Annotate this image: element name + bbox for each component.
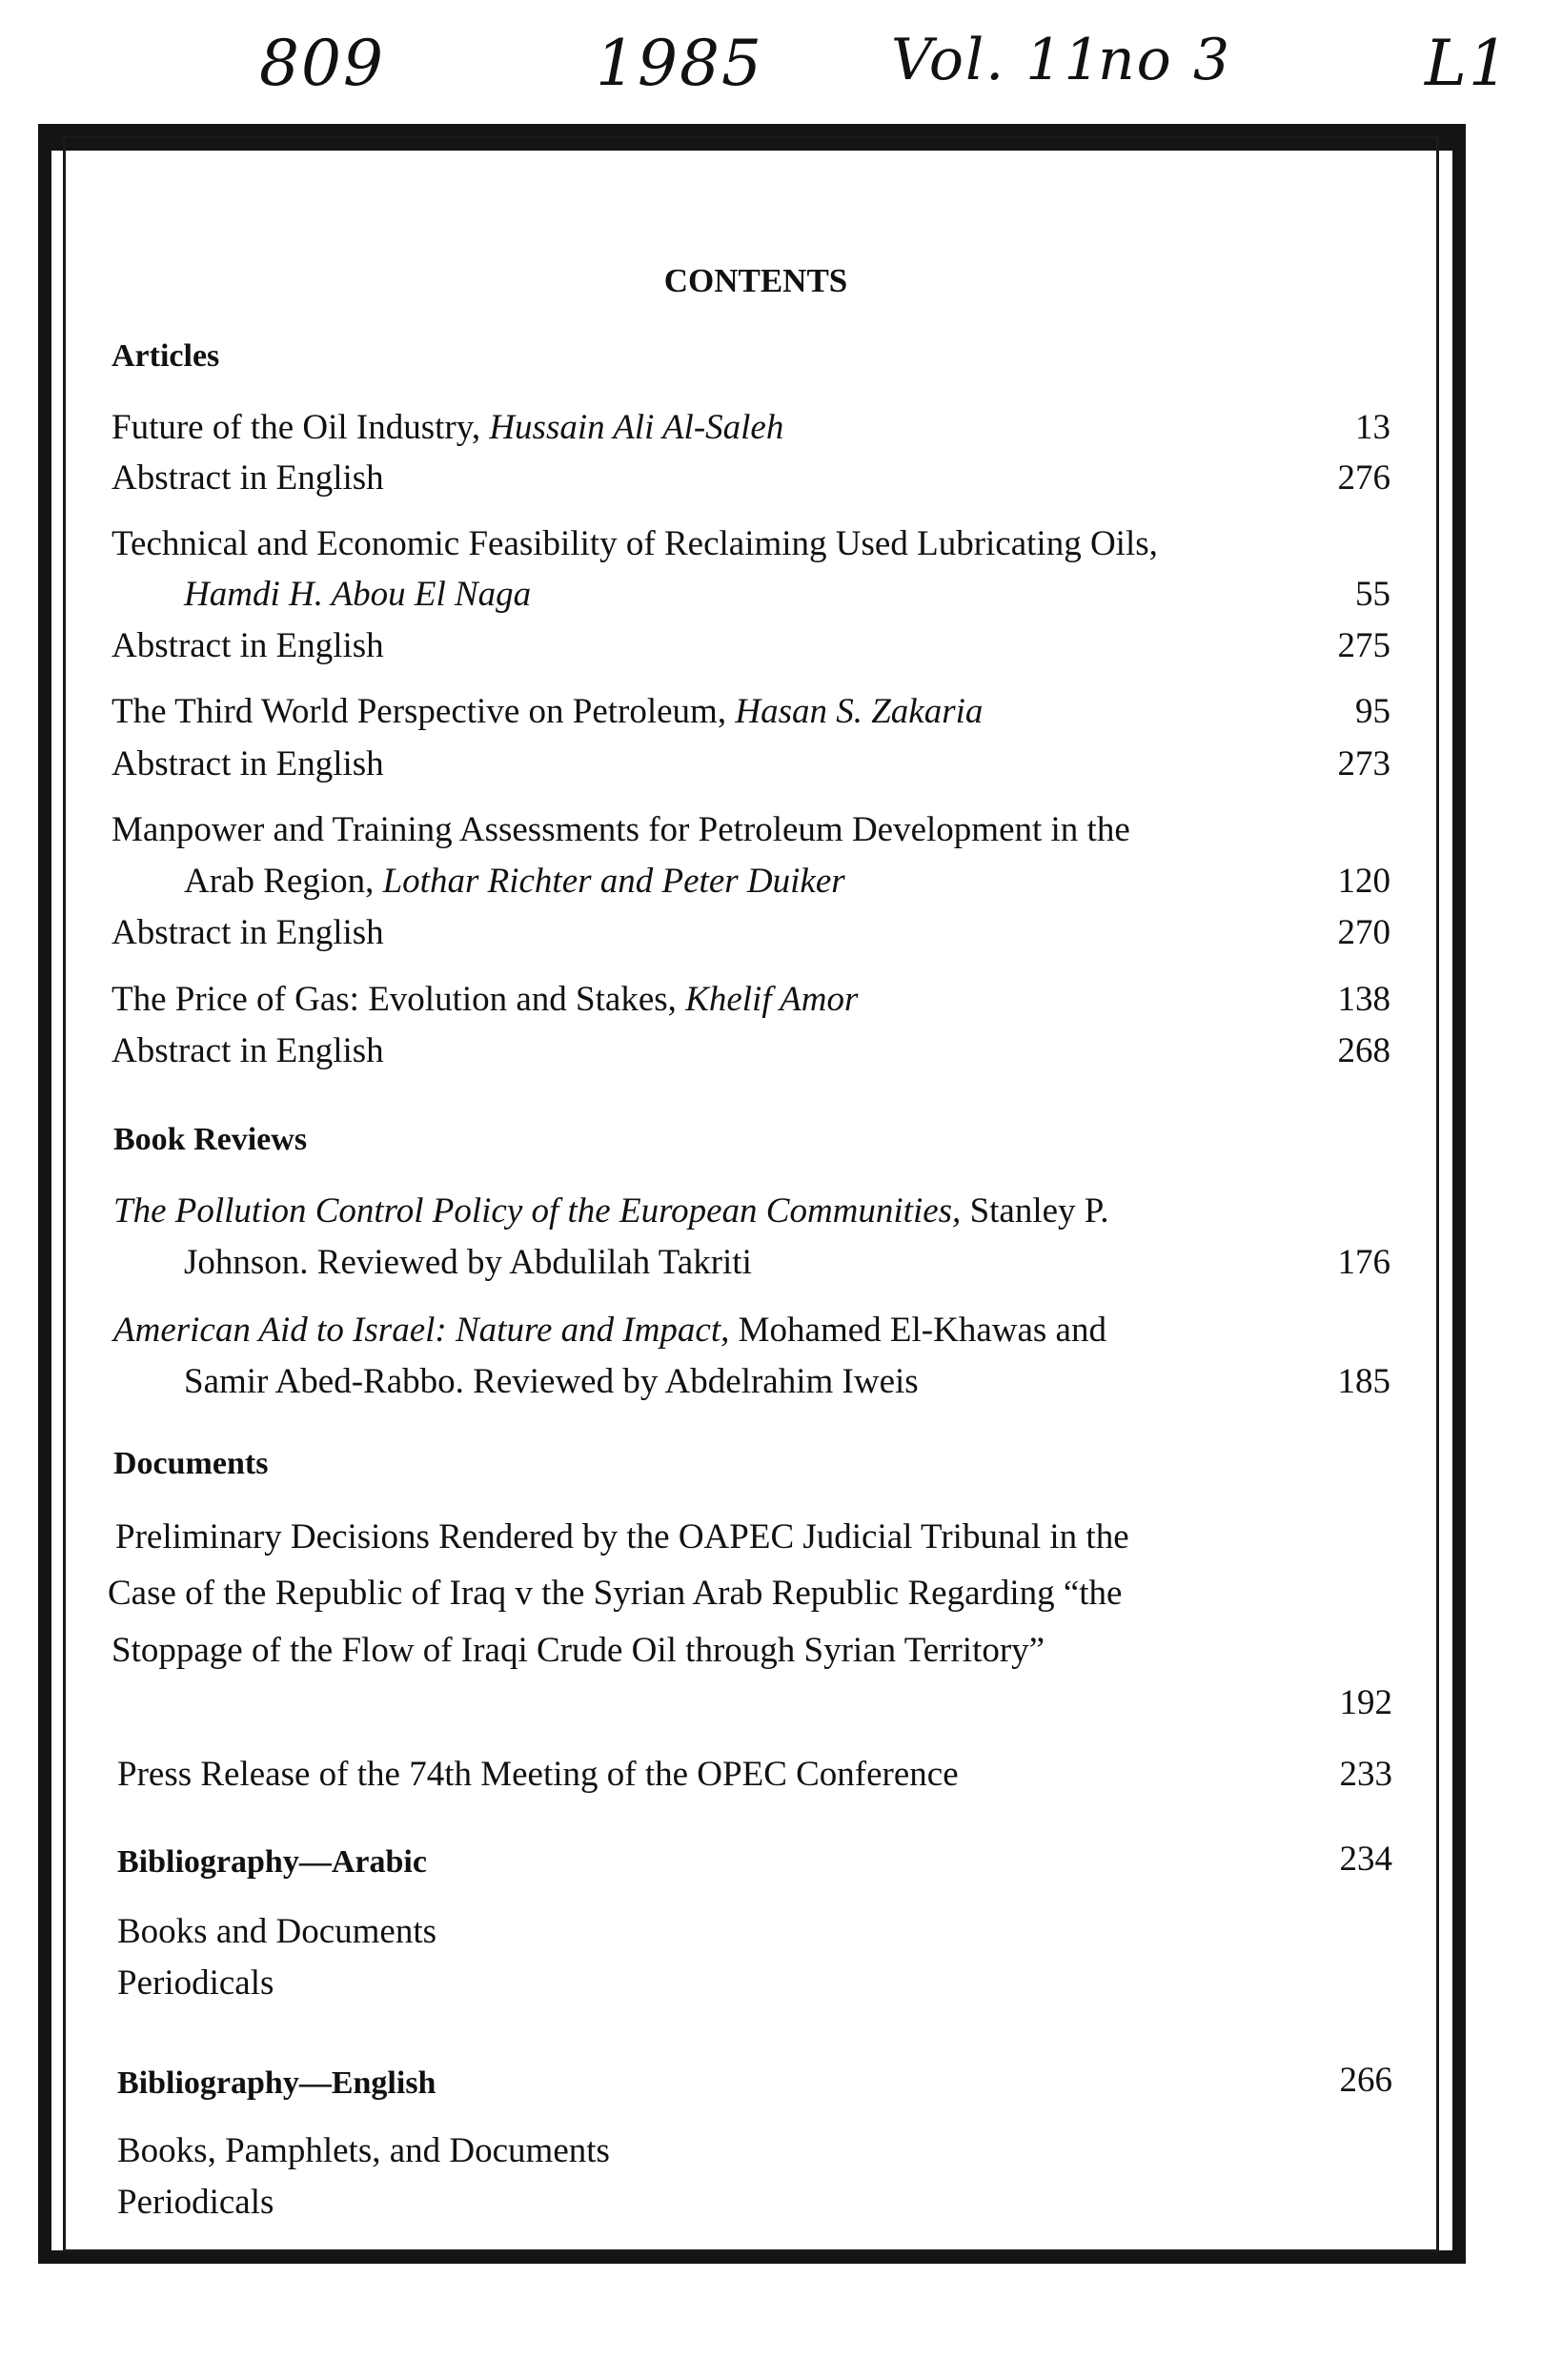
document-title-line: Preliminary Decisions Rendered by the OAPEC Judicial Tribunal in the: [115, 1517, 1129, 1556]
article-title: The Third World Perspective on Petroleum, Hasan S. Zakaria: [112, 692, 984, 731]
page-number: 176: [1337, 1243, 1390, 1282]
article-author: Lothar Richter and Peter Duiker: [382, 862, 845, 901]
section-heading-articles: Articles: [112, 338, 220, 374]
page-number: 120: [1337, 862, 1390, 901]
book-review-reviewer: Johnson. Reviewed by Abdulilah Takriti: [184, 1243, 752, 1282]
article-title: Future of the Oil Industry, Hussain Ali Al-Saleh: [112, 408, 784, 447]
abstract-page-number: 275: [1337, 626, 1390, 665]
bibliography-item: Periodicals: [117, 1963, 274, 2003]
abstract-label: Abstract in English: [112, 1031, 384, 1070]
document-title-line: Case of the Republic of Iraq v the Syrian Arab Republic Regarding “the: [108, 1574, 1123, 1613]
document-title-line: Stoppage of the Flow of Iraqi Crude Oil through Syrian Territory”: [112, 1631, 1045, 1670]
book-review-title: American Aid to Israel: Nature and Impact, Mohamed El-Khawas and: [113, 1311, 1106, 1350]
page-number: 192: [1339, 1683, 1392, 1722]
abstract-page-number: 276: [1337, 458, 1390, 498]
article-title: Manpower and Training Assessments for Petroleum Development in the: [112, 810, 1130, 849]
handwritten-code: 809: [259, 27, 385, 100]
abstract-label: Abstract in English: [112, 458, 384, 498]
section-heading-bibliography-arabic: Bibliography—Arabic: [117, 1844, 427, 1880]
bibliography-item: Books, Pamphlets, and Documents: [117, 2131, 610, 2170]
handwritten-volume: Vol. 11: [891, 27, 1103, 93]
article-title: Technical and Economic Feasibility of Reclaiming Used Lubricating Oils,: [112, 524, 1158, 563]
page-number: 233: [1339, 1755, 1392, 1794]
handwritten-number: no 3: [1098, 27, 1232, 93]
handwritten-mark: L1: [1425, 27, 1511, 100]
abstract-label: Abstract in English: [112, 913, 384, 952]
document-title-line: Press Release of the 74th Meeting of the OPEC Conference: [117, 1755, 959, 1794]
article-author: Hussain Ali Al-Saleh: [489, 408, 784, 447]
abstract-page-number: 273: [1337, 744, 1390, 783]
page-number: 234: [1339, 1840, 1392, 1879]
bibliography-item: Periodicals: [117, 2183, 274, 2222]
book-review-reviewer: Samir Abed-Rabbo. Reviewed by Abdelrahim Iweis: [184, 1362, 919, 1401]
article-author: Hasan S. Zakaria: [735, 692, 984, 731]
abstract-page-number: 268: [1337, 1031, 1390, 1070]
page-number: 95: [1355, 692, 1390, 731]
contents-page: [63, 135, 1439, 2252]
section-heading-bibliography-english: Bibliography—English: [117, 2065, 436, 2101]
abstract-page-number: 270: [1337, 913, 1390, 952]
handwritten-year: 1985: [596, 27, 763, 100]
article-title-continued: Arab Region, Lothar Richter and Peter Duiker: [184, 862, 845, 901]
page-title: CONTENTS: [663, 262, 848, 299]
page-number: 185: [1337, 1362, 1390, 1401]
page-number: 266: [1339, 2061, 1392, 2100]
article-author: Hamdi H. Abou El Naga: [184, 575, 532, 614]
section-heading-documents: Documents: [113, 1446, 269, 1481]
page-number: 13: [1355, 408, 1390, 447]
article-author: Khelif Amor: [685, 980, 859, 1019]
bibliography-item: Books and Documents: [117, 1912, 437, 1951]
page-number: 55: [1355, 575, 1390, 614]
article-title: The Price of Gas: Evolution and Stakes, Khelif Amor: [112, 980, 859, 1019]
handwritten-annotation: [0, 17, 1542, 122]
section-heading-book-reviews: Book Reviews: [113, 1122, 308, 1157]
abstract-label: Abstract in English: [112, 744, 384, 783]
abstract-label: Abstract in English: [112, 626, 384, 665]
page-number: 138: [1337, 980, 1390, 1019]
book-review-title: The Pollution Control Policy of the European Communities, Stanley P.: [113, 1191, 1109, 1231]
